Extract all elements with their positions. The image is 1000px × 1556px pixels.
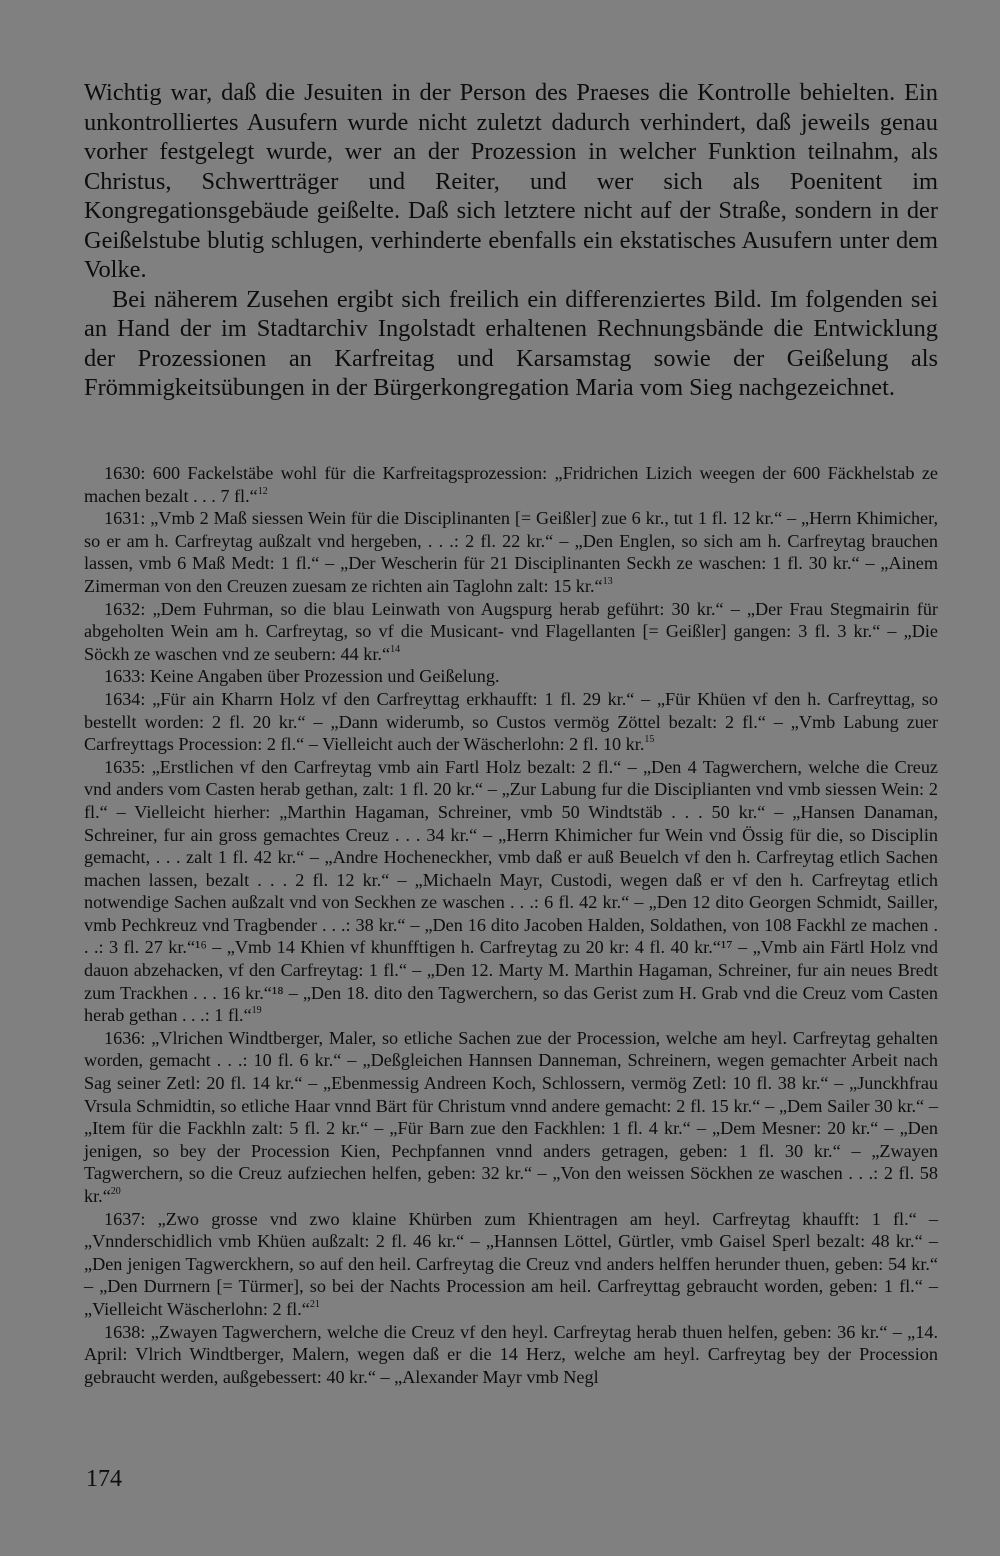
footnote-ref: 21 (309, 1298, 320, 1310)
note-1633 (84, 665, 938, 688)
body-paragraph-1: Wichtig war, daß die Jesuiten in der Person des Praeses die Kontrolle behielten. Ein unkontrolliertes Ausufern wurde nicht zuletzt dadurch verhindert, daß jeweils genau vorher festgelegt wurde, wer an der Prozession in welcher Funktion teilnahm, als Christus, Schwertträger und Reiter, und wer sich als Poenitent im Kongregationsgebäude geißelte. Daß sich letztere nicht auf der Straße, sondern in der Geißelstube blutig schlugen, verhinderte ebenfalls ein ekstatisches Ausufern unter dem Volke. (84, 79, 938, 283)
footnote-ref: 19 (251, 1005, 262, 1017)
note-1632 (84, 598, 938, 666)
note-text: 1638: „Zwayen Tagwerchern, welche die Creuz vf den heyl. Carfreytag herab thuen helfen, geben: 36 kr.“ – „14. April: Vlrich Windtberger, Malern, wegen daß er die 14 Herz, welche am heyl. Carfreytag bey der Procession gebraucht werden, außgebessert: 40 kr.“ – „Alexander Mayr vmb Negl (84, 1321, 938, 1387)
note-1635 (84, 756, 938, 1027)
footnote-ref: 12 (257, 485, 268, 497)
note-1631 (84, 507, 938, 597)
footnote-ref: 20 (110, 1186, 121, 1197)
note-1630 (84, 462, 938, 507)
note-text: 1634: „Für ain Kharrn Holz vf den Carfreyttag erkhaufft: 1 fl. 29 kr.“ – „Für Khüen vf den h. Carfreyttag, so bestellt worden: 2 fl. 20 kr.“ – „Dann widerumb, so Custos vermög Zöttel bezalt: 2 fl.“ – „Vmb Labung zuer Carfreyttags Procession: 2 fl.“ – Vielleicht auch der Wäscherlohn: 2 fl. 10 kr. (84, 688, 938, 755)
note-text: 1631: „Vmb 2 Maß siessen Wein für die Disciplinanten [= Geißler] zue 6 kr., tut 1 fl. 12 kr.“ – „Herrn Khimicher, so er am h. Carfreytag außzalt vnd hergeben, . . .: 2 fl. 22 kr.“ – „Den Englen, so sich am h. Carfreytag brauchen lassen, vmb 6 Maß Medt: 1 fl.“ – „Der Wescherin für 21 Disciplinanten Seckh ze waschen: 1 fl. 30 kr.“ – „Ainem Zimerman von den Creuzen zuesam ze richten ain Taglohn zalt: 15 kr.“ (84, 508, 938, 596)
footnote-ref: 13 (602, 575, 613, 587)
note-text: 1635: „Erstlichen vf den Carfreytag vmb ain Fartl Holz bezalt: 2 fl.“ – „Den 4 Tagwerchern, welche die Creuz vnd anders vom Casten herab gethan, zalt: 1 fl. 20 kr.“ – „Zur Labung fur die Disciplianten vnd vmb siessen Wein: 2 fl.“ – Vielleicht hierher: „Marthin Hagaman, Schreiner, vmb 50 Windtstäb . . . 50 kr.“ – „Hansen Danaman, Schreiner, fur ain gross gemachtes Creuz . . . 34 kr.“ – „Herrn Khimicher fur Wein vnd Össig für die, so Disciplin gemacht, . . . zalt 1 fl. 42 kr.“ – „Andre Hocheneckher, vmb daß er auß Beuelch vf den h. Carfreytag etlich Sachen machen lassen, bezalt . . . 2 fl. 12 kr.“ – „Michaeln Mayr, Custodi, wegen daß er vf den h. Carfreytag etlich notwendige Sachen außzalt vnd von Seckhen ze waschen . . .: 6 fl. 42 kr.“ – „Den 12 dito Georgen Schmidt, Sailler, vmb Pechkreuz vnd Tragbender . . .: 38 kr.“ – „Den 16 dito Jacoben Halden, Soldathen, von 108 Fackhl ze machen . . .: 3 fl. 27 kr.“¹⁶ – „Vmb 14 Khien vf khunfftigen h. Carfreytag zu 20 kr: 4 fl. 40 kr.“¹⁷ – „Vmb ain Färtl Holz vnd dauon abzehacken, vf den Carfreytag: 1 fl.“ – „Den 12. Marty M. Marthin Hagaman, Schreiner, fur ain neues Bredt zum Trackhen . . . 16 kr.“¹⁸ – „Den 18. dito den Tagwerchern, so das Gerist zum H. Grab vnd die Creuz vom Casten herab gethan . . .: 1 fl.“ (84, 756, 938, 1026)
note-text: 1633: Keine Angaben über Prozession und Geißelung. (104, 666, 500, 687)
body-paragraph-2: Bei näherem Zusehen ergibt sich freilich ein differenziertes Bild. Im folgenden sei an Hand der im Stadtarchiv Ingolstadt erhaltenen Rechnungsbände die Entwicklung der Prozessionen an Karfreitag und Karsamstag sowie der Geißelung als Frömmigkeitsübungen in der Bürgerkongregation Maria vom Sieg nachgezeichnet. (84, 285, 938, 401)
page-number: 174 (86, 1466, 122, 1492)
note-1634 (84, 688, 938, 756)
note-text: 1636: „Vlrichen Windtberger, Maler, so etliche Sachen zue der Procession, welche am heyl. Carfreytag gehalten worden, gemacht . . .: 10 fl. 6 kr.“ – „Deßgleichen Hannsen Danneman, Schreinern, wegen gemachter Arbeit nach Sag seiner Zetl: 20 fl. 14 kr.“ – „Ebenmessig Andreen Koch, Schlossern, vermög Zetl: 10 fl. 38 kr.“ – „Junckhfrau Vrsula Schmidtin, so etliche Haar vnnd Bärt für Christum vnnd andere gemacht: 2 fl. 15 kr.“ – „Dem Sailer 30 kr.“ – „Item für die Fackhln zalt: 5 fl. 2 kr.“ – „Für Barn zue den Fackhlen: 1 fl. 4 kr.“ – „Dem Mesner: 20 kr.“ – „Den jenigen, so bey der Procession Kien, Pechpfannen vnnd anders getragen, geben: 1 fl. 30 kr.“ – „Zwayen Tagwerchern, so die Creuz aufziechen helfen, geben: 32 kr.“ – „Von den weissen Söckhen ze waschen . . .: 2 fl. 58 kr.“ (84, 1027, 938, 1206)
note-text: 1632: „Dem Fuhrman, so die blau Leinwath von Augspurg herab geführt: 30 kr.“ – „Der Frau Stegmairin für abgeholten Wein am h. Carfreytag, so vf die Musicant- vnd Flagellanten [= Geißler] gangen: 3 fl. 3 kr.“ – „Die Söckh ze waschen vnd ze seubern: 44 kr.“ (84, 598, 938, 664)
note-text: 1637: „Zwo grosse vnd zwo klaine Khürben zum Khientragen am heyl. Carfreytag khaufft: 1 fl.“ – „Vnnderschidlich vmb Khüen außzalt: 2 fl. 46 kr.“ – „Hannsen Löttel, Gürtler, vmb Gaisel Sperl bezalt: 48 kr.“ – „Den jenigen Tagwerckhern, so auf den heil. Carfreytag die Creuz vnd anders helffen herunder thuen, geben: 54 kr.“ – „Den Durrnern [= Türmer], so bei der Nachts Procession am heil. Carfreyttag gebraucht worden, geben: 1 fl.“ – „Vielleicht Wäscherlohn: 2 fl.“ (84, 1208, 938, 1319)
note-1637 (84, 1208, 938, 1321)
note-1638 (84, 1321, 938, 1389)
note-1636 (84, 1027, 938, 1208)
notes-section (84, 462, 938, 1388)
footnote-ref: 14 (390, 643, 401, 655)
note-text: 1630: 600 Fackelstäbe wohl für die Karfreitagsprozession: „Fridrichen Lizich weegen der 600 Fäckhelstab ze machen bezalt . . . 7 fl.“ (84, 463, 938, 506)
main-text (84, 78, 938, 403)
footnote-ref: 15 (644, 734, 655, 746)
